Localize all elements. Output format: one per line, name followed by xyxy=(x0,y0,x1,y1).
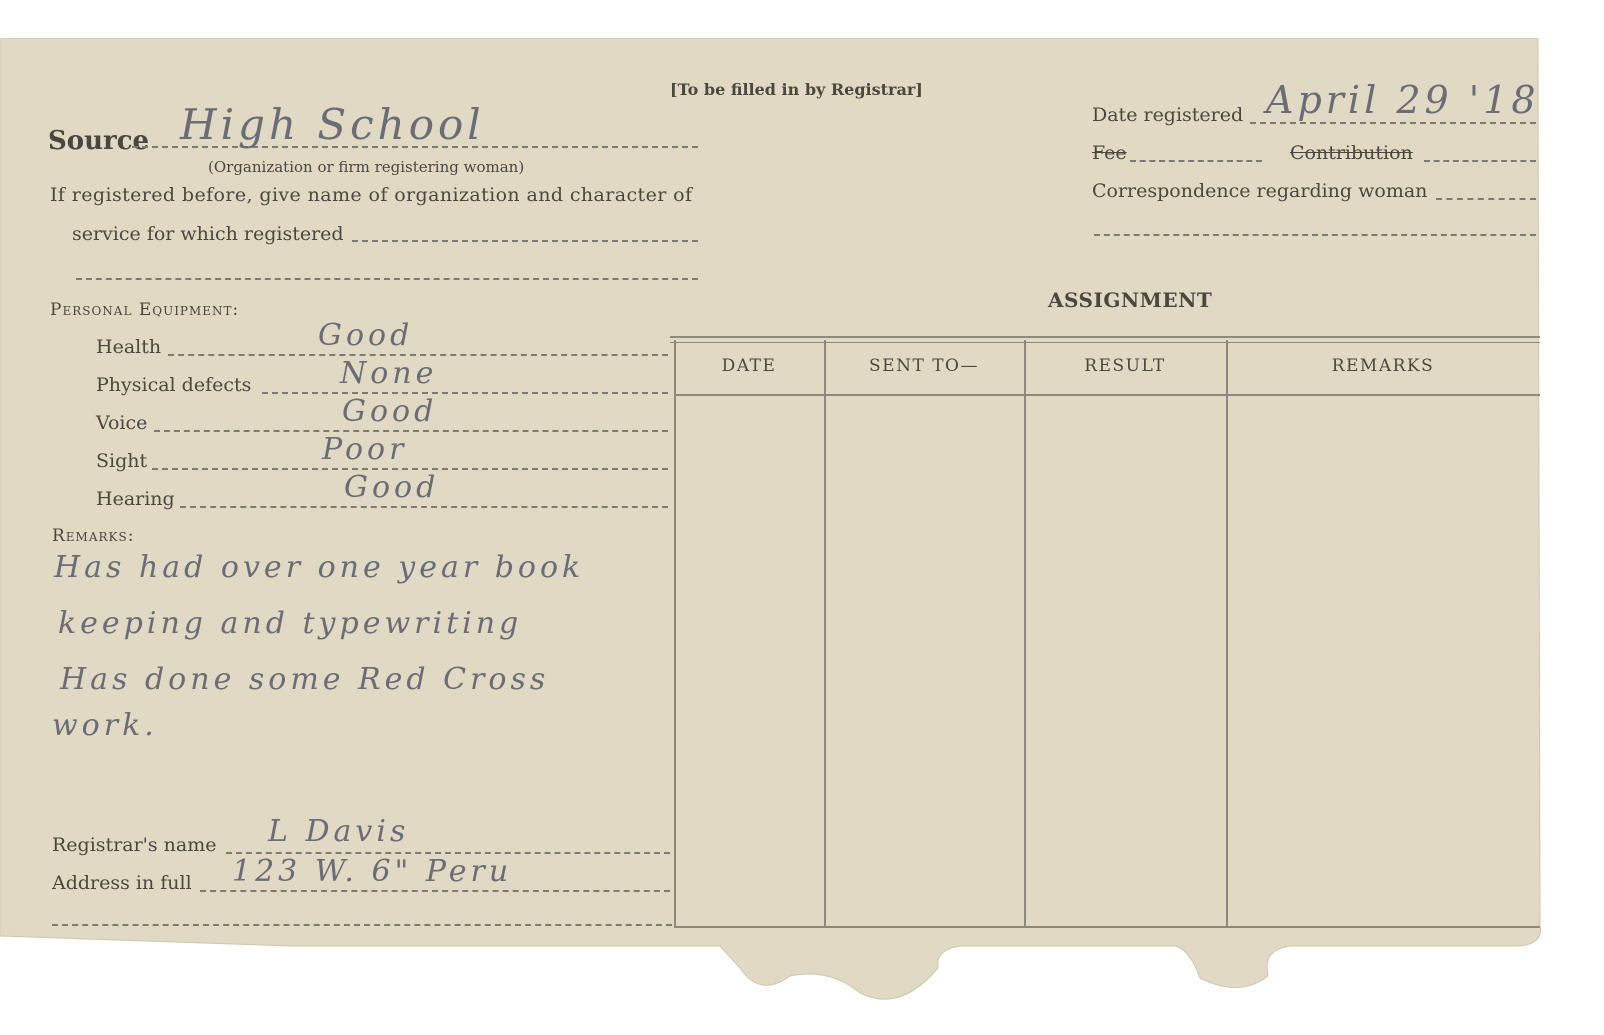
source-value: High School xyxy=(180,100,485,149)
bottom-line xyxy=(52,924,672,926)
column-divider-left xyxy=(674,340,676,928)
remarks-line-4: work. xyxy=(52,708,158,743)
column-header-sent-to: SENT TO— xyxy=(869,356,979,376)
voice-value: Good xyxy=(342,394,438,429)
hearing-line xyxy=(180,506,668,508)
assignment-bottom-rule xyxy=(674,926,1540,928)
correspondence-line-a xyxy=(1436,198,1536,200)
column-header-remarks: REMARKS xyxy=(1331,356,1435,376)
contribution-label: Contribution xyxy=(1290,142,1413,164)
physical-defects-value: None xyxy=(340,356,438,391)
assignment-header-rule xyxy=(674,394,1540,396)
registrar-note: [To be filled in by Registrar] xyxy=(670,80,923,99)
sight-label: Sight xyxy=(96,450,148,472)
correspondence-label: Correspondence regarding woman xyxy=(1092,180,1428,202)
sight-value: Poor xyxy=(322,432,408,467)
hearing-value: Good xyxy=(344,470,440,505)
address-label: Address in full xyxy=(52,872,192,894)
date-registered-label: Date registered xyxy=(1092,104,1244,126)
registrar-name-label: Registrar's name xyxy=(52,834,217,856)
column-header-result: RESULT xyxy=(1084,356,1166,376)
column-divider-3 xyxy=(1226,340,1228,928)
remarks-line-1: Has had over one year book xyxy=(54,550,585,585)
date-registered-value: April 29 '18 xyxy=(1266,78,1540,122)
correspondence-line-b xyxy=(1094,234,1536,236)
source-caption: (Organization or firm registering woman) xyxy=(208,158,525,176)
previous-registration-line1: If registered before, give name of organization and character of xyxy=(50,184,693,206)
date-registered-line xyxy=(1250,122,1536,124)
column-divider-1 xyxy=(824,340,826,928)
physical-defects-line xyxy=(262,392,668,394)
voice-line xyxy=(154,430,668,432)
hearing-label: Hearing xyxy=(96,488,175,510)
registrar-name-value: L Davis xyxy=(268,814,410,849)
remarks-line-3: Has done some Red Cross xyxy=(60,662,550,697)
assignment-title: ASSIGNMENT xyxy=(1048,288,1213,312)
contribution-line xyxy=(1424,160,1536,162)
physical-defects-label: Physical defects xyxy=(96,374,252,396)
remarks-line-2: keeping and typewriting xyxy=(58,606,523,641)
personal-equipment-title: Personal Equipment: xyxy=(50,300,240,320)
voice-label: Voice xyxy=(96,412,148,434)
previous-registration-line2: service for which registered xyxy=(72,223,344,245)
column-divider-2 xyxy=(1024,340,1026,928)
previous-line-b xyxy=(76,278,698,280)
registration-card xyxy=(0,38,1578,1030)
fee-label: Fee xyxy=(1092,142,1127,164)
health-value: Good xyxy=(318,318,414,353)
column-header-date: DATE xyxy=(721,356,777,376)
address-value: 123 W. 6" Peru xyxy=(232,854,513,889)
health-label: Health xyxy=(96,336,162,358)
assignment-top-rule xyxy=(670,336,1540,343)
remarks-title: Remarks: xyxy=(52,526,135,546)
fee-line xyxy=(1130,160,1262,162)
address-line xyxy=(200,890,670,892)
source-label: Source xyxy=(48,126,150,156)
previous-line-a xyxy=(352,240,698,242)
